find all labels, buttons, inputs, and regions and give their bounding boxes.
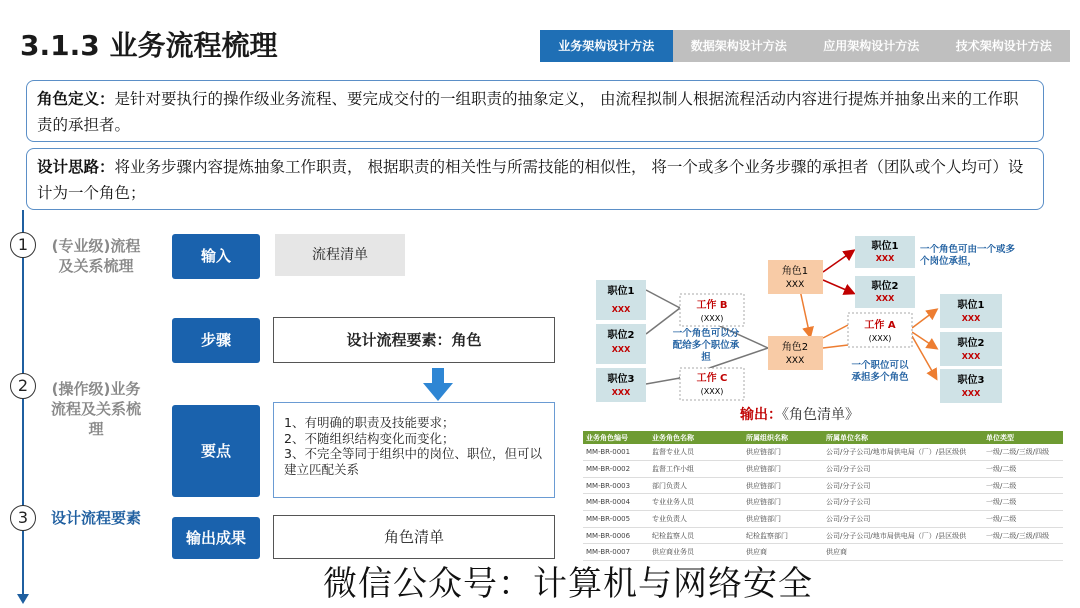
position-right-2-val: XXX <box>961 352 981 361</box>
top-positions <box>855 236 915 308</box>
position-top-1-name: 职位1 <box>871 241 899 252</box>
table-cell: 专业负责人 <box>649 511 743 528</box>
role-2-val: XXX <box>785 356 805 366</box>
table-cell: MM-BR-0001 <box>583 444 649 461</box>
table-cell: 供应链部门 <box>743 494 823 511</box>
position-right-1-name: 职位1 <box>957 300 985 311</box>
table-cell <box>983 544 1063 561</box>
table-cell: 纪检监察部门 <box>743 527 823 544</box>
step-label-3[interactable]: 设计流程要素 <box>50 509 141 527</box>
position-right-2-name: 职位2 <box>957 338 985 349</box>
design-box <box>26 148 1044 210</box>
position-left-1-val: XXX <box>611 305 631 314</box>
table-cell: MM-BR-0005 <box>583 511 649 528</box>
table-row <box>583 461 1063 478</box>
table-header-row <box>583 431 1063 444</box>
output-tag: 输出成果 <box>172 517 260 559</box>
table-cell: MM-BR-0002 <box>583 461 649 478</box>
position-top-2-val: XXX <box>875 294 895 303</box>
tab-technology-architecture[interactable]: 技术架构设计方法 <box>938 30 1071 62</box>
tab-data-architecture[interactable]: 数据架构设计方法 <box>673 30 806 62</box>
position-top-2-name: 职位2 <box>871 281 899 292</box>
column-header: 单位类型 <box>983 431 1063 444</box>
table-cell: 一级/二级/三级/四级 <box>983 527 1063 544</box>
method-tabs <box>540 30 1070 62</box>
role-2-name: 角色2 <box>781 342 809 353</box>
table-cell: 公司/分子公司 <box>823 494 983 511</box>
table-cell: 公司/分子公司 <box>823 477 983 494</box>
table-row <box>583 494 1063 511</box>
page-title: 3.1.3 业务流程梳理 <box>20 29 278 62</box>
note-role-assign: 一个角色可以分配给多个职位承担 <box>672 328 740 363</box>
table-row <box>583 444 1063 461</box>
right-positions <box>940 294 1002 403</box>
input-tag: 输入 <box>172 234 260 279</box>
output-caption <box>740 404 859 424</box>
design-text: 将业务步骤内容提炼抽象工作职责， 根据职责的相关性与所需技能的相似性， 将一个或多个业务步骤的承担者（团队或个人均可）设计为一个角色； <box>37 158 1024 202</box>
table-cell: 一级/二级 <box>983 494 1063 511</box>
timeline-arrow <box>17 594 29 604</box>
table-cell: 供应商 <box>823 544 983 561</box>
work-c-name: 工作 C <box>696 373 728 384</box>
roles <box>768 260 823 370</box>
step-label-2[interactable]: (操作级)业务流程及关系梳理 <box>50 380 141 438</box>
table-row <box>583 527 1063 544</box>
note-position-multi-role: 一个职位可以承担多个角色 <box>851 360 909 383</box>
key-points-box <box>273 402 555 498</box>
step-number-3: 3 <box>10 505 36 531</box>
position-left-3-val: XXX <box>611 388 631 397</box>
watermark-text: 微信公众号：计算机与网络安全 <box>323 564 813 604</box>
output-value: 角色清单 <box>273 515 555 559</box>
table-cell: 供应商业务员 <box>649 544 743 561</box>
input-value: 流程清单 <box>275 234 405 276</box>
position-right-1-val: XXX <box>961 314 981 323</box>
column-header: 所属单位名称 <box>823 431 983 444</box>
position-right-3-name: 职位3 <box>957 375 985 386</box>
column-header: 所属组织名称 <box>743 431 823 444</box>
table-row <box>583 511 1063 528</box>
column-header: 业务角色编号 <box>583 431 649 444</box>
position-left-2-name: 职位2 <box>607 330 635 341</box>
table-cell: 公司/分子公司 <box>823 461 983 478</box>
table-cell: 公司/分子公司/地市局供电局（厂）/县区级供 <box>823 444 983 461</box>
key-point-3: 3、不完全等同于组织中的岗位、职位，但可以建立匹配关系 <box>284 446 542 477</box>
definition-label: 角色定义： <box>37 90 115 108</box>
table-cell: MM-BR-0004 <box>583 494 649 511</box>
work-a-val: (XXX) <box>868 334 892 343</box>
role-1-val: XXX <box>785 280 805 290</box>
tab-business-architecture[interactable]: 业务架构设计方法 <box>540 30 673 62</box>
role-1-name: 角色1 <box>781 266 809 277</box>
step-number-2: 2 <box>10 373 36 399</box>
step-tag: 步骤 <box>172 318 260 363</box>
note-role-multi-position: 一个角色可由一个或多个岗位承担， <box>920 244 1016 267</box>
down-arrow-icon <box>423 368 453 402</box>
table-row <box>583 477 1063 494</box>
table-cell: MM-BR-0007 <box>583 544 649 561</box>
output-caption-text: 《角色清单》 <box>782 407 859 423</box>
table-cell: 部门负责人 <box>649 477 743 494</box>
table-cell: 一级/二级 <box>983 477 1063 494</box>
position-left-2-val: XXX <box>611 345 631 354</box>
role-list-table <box>583 431 1063 561</box>
position-top-1-val: XXX <box>875 254 895 263</box>
table-cell: 监督工作小组 <box>649 461 743 478</box>
tab-application-architecture[interactable]: 应用架构设计方法 <box>805 30 938 62</box>
table-cell: 一级/二级 <box>983 511 1063 528</box>
key-point-1: 1、有明确的职责及技能要求； <box>284 415 455 430</box>
step-label-1[interactable]: (专业级)流程及关系梳理 <box>51 237 141 275</box>
table-cell: 供应链部门 <box>743 511 823 528</box>
table-cell: 一级/二级 <box>983 461 1063 478</box>
design-label: 设计思路： <box>37 158 115 176</box>
work-a-name: 工作 A <box>864 320 896 331</box>
work-b-val: (XXX) <box>700 314 724 323</box>
table-cell: MM-BR-0003 <box>583 477 649 494</box>
table-cell: 供应商 <box>743 544 823 561</box>
table-cell: 供应链部门 <box>743 477 823 494</box>
work-b-name: 工作 B <box>696 300 728 311</box>
table-cell: MM-BR-0006 <box>583 527 649 544</box>
key-point-2: 2、不随组织结构变化而变化； <box>284 430 455 446</box>
definition-text: 是针对要执行的操作级业务流程、要完成交付的一组职责的抽象定义， 由流程拟制人根据流程活动内容进行提炼并抽象出来的工作职责的承担者。 <box>37 90 1019 134</box>
work-c-val: (XXX) <box>700 387 724 396</box>
table-cell: 一级/二级/三级/四级 <box>983 444 1063 461</box>
role-mapping-diagram <box>580 228 1060 428</box>
column-header: 业务角色名称 <box>649 431 743 444</box>
points-tag: 要点 <box>172 405 260 497</box>
definition-box <box>26 80 1044 142</box>
position-left-1-name: 职位1 <box>607 286 635 297</box>
timeline-line <box>22 210 24 600</box>
table-cell: 供应链部门 <box>743 461 823 478</box>
left-positions <box>596 280 646 402</box>
table-cell: 供应链部门 <box>743 444 823 461</box>
output-caption-label: 输出： <box>740 407 782 423</box>
step-number-1: 1 <box>10 232 36 258</box>
table-cell: 公司/分子公司 <box>823 511 983 528</box>
table-cell: 专业业务人员 <box>649 494 743 511</box>
table-cell: 公司/分子公司/地市局供电局（厂）/县区级供 <box>823 527 983 544</box>
table-cell: 监督专业人员 <box>649 444 743 461</box>
table-cell: 纪检监察人员 <box>649 527 743 544</box>
position-right-3-val: XXX <box>961 389 981 398</box>
step-value: 设计流程要素：角色 <box>273 317 555 363</box>
position-left-3-name: 职位3 <box>607 374 635 385</box>
